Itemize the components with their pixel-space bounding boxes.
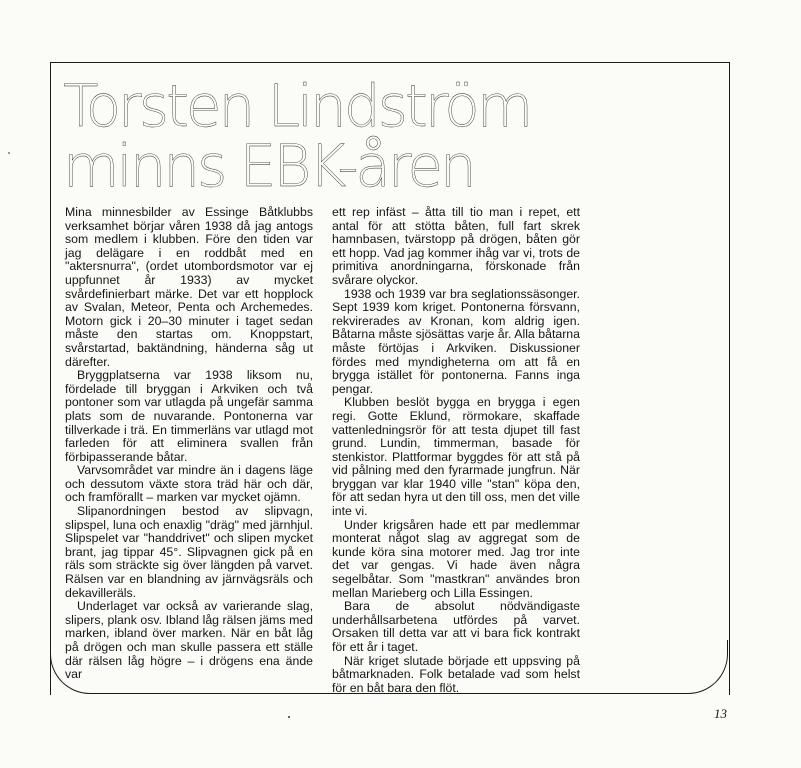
- margin-speck: [8, 152, 10, 154]
- left-column: [65, 206, 313, 682]
- page-number: 13: [714, 706, 727, 721]
- paragraph: Under krigsåren hade ett par medlemmar monterat något slag av aggregat som de kunde köra sina motorer med. Jag tror inte det var gengas. Vi hade även några segelbåtar. Som "mastkran" användes bron mellan Marieberg och Lilla Essingen.: [332, 517, 580, 600]
- paragraph: Slipanordningen bestod av slipvagn, slipspel, luna och enaxlig "dräg" med järnhjul. Slipspelet var "handdrivet" och slipen mycket brant, jag tippar 45°. Slipvagnen gick på en räls som sträckte sig över längden på varvet. Rälsen var en blandning av järnvägsräls och dekavilleräls.: [65, 504, 313, 600]
- paragraph: ett rep infäst – åtta till tio man i repet, ett antal för att stötta båten, full fart skrek hamnbasen, tvärstopp på drögen, båten gör ett hopp. Vad jag kommer ihåg var vi, trots de primitiva anordningarna, förskonade från svårare olyckor.: [332, 205, 580, 287]
- paragraph: Klubben beslöt bygga en brygga i egen regi. Gotte Eklund, rörmokare, skaffade vattenledningsrör för att testa djupet till fast grund. Lundin, timmerman, basade för stenkistor. Plattformar byggdes för att stå på vid pålning med den fyrarmade jungfrun. När bryggan var klar 1940 ville "stan" köpa den, för att sedan hyra ut den till oss, men det ville inte vi.: [332, 395, 580, 519]
- paragraph: Bara de absolut nödvändigaste underhållsarbetena utfördes på varvet. Orsaken till detta var att vi bara fick kontrakt för ett år i taget.: [332, 599, 580, 654]
- ink-speck: [288, 716, 290, 718]
- paragraph: Mina minnesbilder av Essinge Båtklubbs verksamhet börjar våren 1938 då jag antogs som medlem i klubben. Före den tiden var jag delägare i en roddbåt med en "aktersnurra", (ordet utombordsmotor var ej uppfunnet år 1933) av mycket svårdefinierbart märke. Det var ett hopplock av Svalan, Meteor, Penta och Archemedes. Motorn gick i 20–30 minuter i taget sedan måste den startas om. Knoppstart, svårstartad, baktändning, händerna såg ut därefter.: [65, 205, 313, 369]
- paragraph: 1938 och 1939 var bra seglationssäsonger. Sept 1939 kom kriget. Pontonerna försvann, rekvirerades av Kronan, kom aldrig igen. Båtarna måste sjösättas varje år. Alla båtarna måste förtöjas i Arkviken. Diskussioner fördes med myndigheterna om att få en brygga istället för pontonerna. Fanns inga pengar.: [332, 286, 580, 396]
- article-title: [63, 72, 703, 200]
- paragraph: Varvsområdet var mindre än i dagens läge och dessutom växte stora träd här och där, och framförallt – marken var mycket ojämn.: [65, 463, 313, 505]
- title-line-2: minns EBK-åren: [63, 132, 474, 200]
- paragraph: Bryggplatserna var 1938 liksom nu, fördelade till bryggan i Arkviken och två pontoner som var utlagda på ungefär samma plats som de nuvarande. Pontonerna var tillverkade i trä. En timmerläns var utlagd mot farleden för att eliminera svallen från förbipasserande båtar.: [65, 368, 313, 464]
- paragraph: Underlaget var också av varierande slag, slipers, plank osv. Ibland låg rälsen jäms med marken, ibland över marken. När en båt låg på drögen och man skulle passera ett ställe där rälsen låg högre – i drögens ena ände var: [65, 599, 313, 682]
- paragraph: När kriget slutade började ett uppsving på båtmarknaden. Folk betalade vad som helst för en båt bara den flöt.: [332, 653, 580, 695]
- title-line-1: Torsten Lindström: [63, 72, 531, 140]
- right-column: [332, 206, 580, 695]
